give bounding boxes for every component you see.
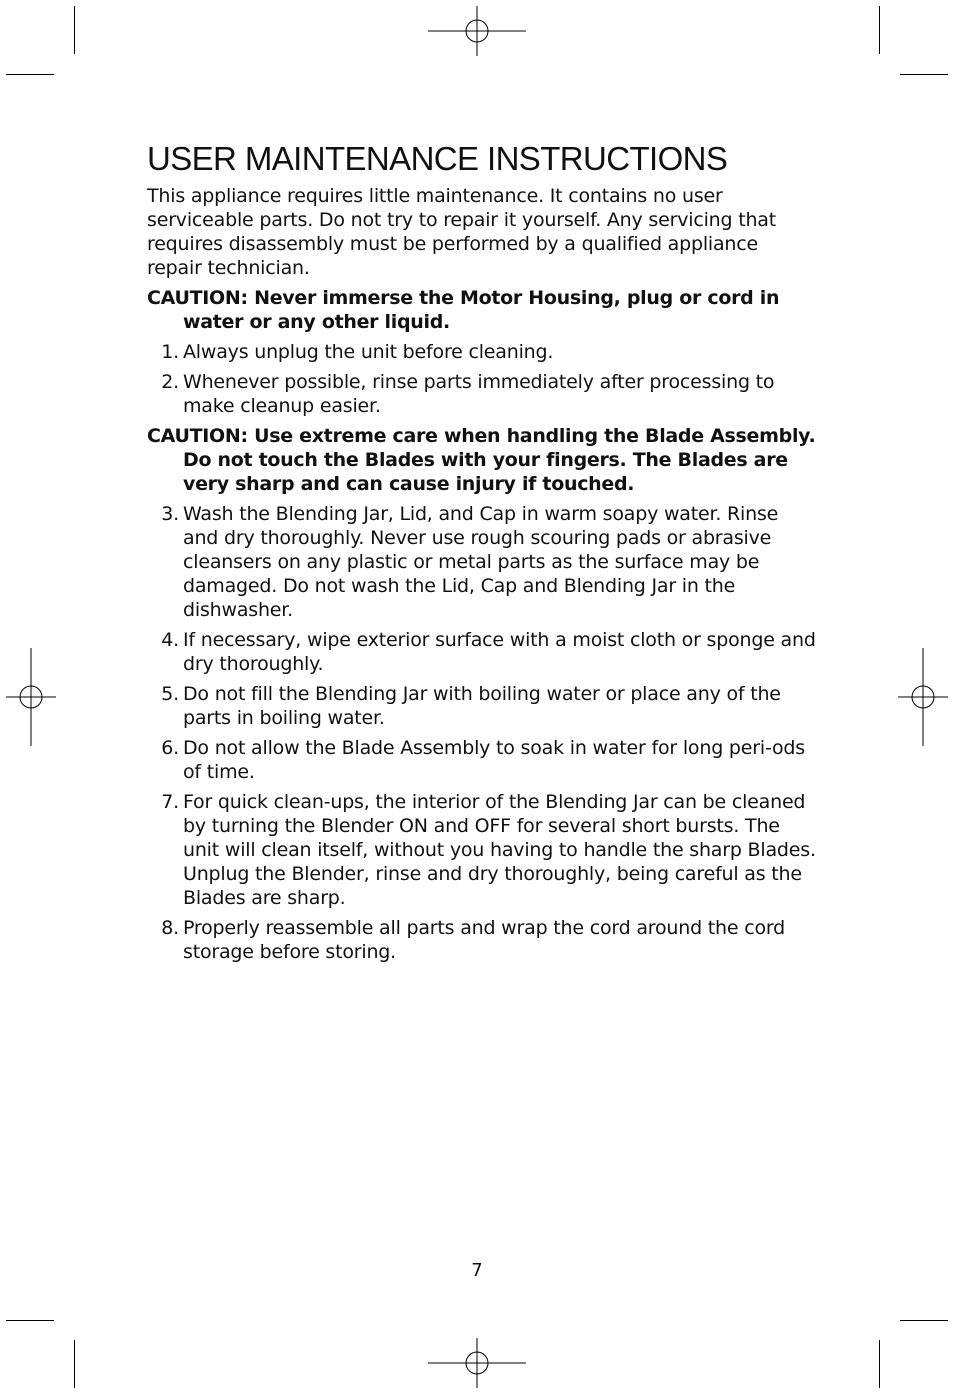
item-number: 3. — [161, 503, 179, 525]
crop-mark — [900, 74, 948, 75]
crop-mark — [879, 6, 880, 54]
item-text: If necessary, wipe exterior surface with a moist cloth or sponge and dry thoroughly. — [183, 629, 816, 675]
item-text: For quick clean-ups, the interior of the Blending Jar can be cleaned by turning the Blender ON and OFF for several short bursts. The unit will clean itself, without you having to handle the sharp Blades. Unplug the Blender, rinse and dry thoroughly, being careful as the Blades are sharp. — [183, 791, 816, 909]
registration-mark-icon — [898, 648, 948, 746]
list-item — [147, 736, 817, 784]
list-item — [147, 370, 817, 418]
list-item — [147, 790, 817, 910]
item-number: 1. — [161, 341, 179, 363]
crop-mark — [74, 1340, 75, 1388]
registration-mark-icon — [428, 6, 526, 56]
list-item — [147, 916, 817, 964]
list-item — [147, 628, 817, 676]
item-text: Do not allow the Blade Assembly to soak in water for long peri-ods of time. — [183, 737, 805, 783]
item-number: 6. — [161, 737, 179, 759]
item-number: 8. — [161, 917, 179, 939]
instruction-list — [147, 340, 817, 418]
item-text: Always unplug the unit before cleaning. — [183, 341, 554, 363]
caution-note: CAUTION: Use extreme care when handling the Blade Assembly. Do not touch the Blades with your fingers. The Blades are very sharp and can cause injury if touched. — [147, 425, 816, 495]
caution-note: CAUTION: Never immerse the Motor Housing, plug or cord in water or any other liquid. — [147, 287, 780, 333]
crop-mark — [879, 1340, 880, 1388]
page-number: 7 — [471, 1260, 483, 1281]
registration-mark-icon — [6, 648, 56, 746]
page-title: USER MAINTENANCE INSTRUCTIONS — [147, 140, 728, 177]
instruction-list — [147, 502, 817, 964]
page-content — [147, 138, 817, 970]
intro-paragraph: This appliance requires little maintenance. It contains no user serviceable parts. Do not try to repair it yourself. Any servicing that requires disassembly must be performed by a qualified appliance repair technician. — [147, 185, 776, 279]
crop-mark — [74, 6, 75, 54]
item-text: Wash the Blending Jar, Lid, and Cap in warm soapy water. Rinse and dry thoroughly. Never use rough scouring pads or abrasive cleansers on any plastic or metal parts as the surface may be damaged. Do not wash the Lid, Cap and Blending Jar in the dishwasher. — [183, 503, 779, 621]
crop-mark — [900, 1320, 948, 1321]
item-number: 2. — [161, 371, 179, 393]
list-item — [147, 682, 817, 730]
item-text: Do not fill the Blending Jar with boiling water or place any of the parts in boiling water. — [183, 683, 781, 729]
crop-mark — [6, 74, 54, 75]
list-item — [147, 502, 817, 622]
item-number: 7. — [161, 791, 179, 813]
item-number: 5. — [161, 683, 179, 705]
list-item — [147, 340, 817, 364]
crop-mark — [6, 1320, 54, 1321]
item-text: Whenever possible, rinse parts immediately after processing to make cleanup easier. — [183, 371, 775, 417]
registration-mark-icon — [428, 1338, 526, 1388]
item-text: Properly reassemble all parts and wrap the cord around the cord storage before storing. — [183, 917, 786, 963]
item-number: 4. — [161, 629, 179, 651]
